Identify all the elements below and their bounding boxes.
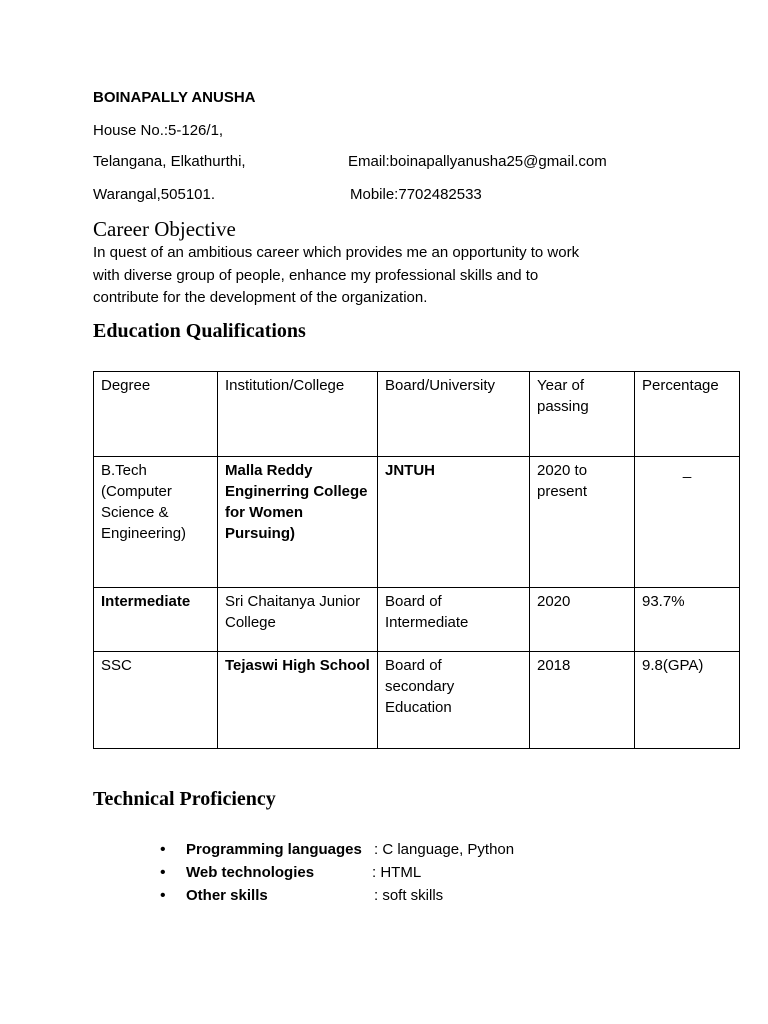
table-cell: JNTUH: [378, 457, 530, 588]
table-cell: 2020: [530, 588, 635, 652]
email-text: Email:boinapallyanusha25@gmail.com: [348, 153, 607, 170]
table-row: [94, 457, 740, 588]
table-cell: Board of secondary Education: [378, 652, 530, 749]
table-cell: _: [635, 457, 740, 588]
table-cell: Tejaswi High School: [218, 652, 378, 749]
table-cell: B.Tech (Computer Science & Engineering): [94, 457, 218, 588]
table-cell: Board of Intermediate: [378, 588, 530, 652]
mobile-text: Mobile:7702482533: [350, 186, 482, 203]
address-line-1: House No.:5-126/1,: [93, 122, 224, 139]
skill-label: Programming languages: [186, 841, 362, 858]
table-row: [94, 588, 740, 652]
table-row: [94, 652, 740, 749]
table-cell: Malla Reddy Enginerring College for Women Pursuing): [218, 457, 378, 588]
technical-proficiency-heading: Technical Proficiency: [93, 788, 276, 810]
applicant-name: BOINAPALLY ANUSHA: [93, 89, 256, 106]
career-objective-heading: Career Objective: [93, 217, 236, 241]
career-objective-text: In quest of an ambitious career which provides me an opportunity to work with diverse group of people, enhance my professional skills and to contribute for the development of the organization.: [93, 244, 580, 306]
address-line-2: Telangana, Elkathurthi,: [93, 153, 246, 170]
header-cell-year: Year of passing: [530, 372, 635, 457]
table-cell: 2018: [530, 652, 635, 749]
education-heading: Education Qualifications: [93, 320, 306, 342]
table-cell: Intermediate: [94, 588, 218, 652]
skill-value: : soft skills: [374, 887, 444, 904]
header-cell-institution: Institution/College: [218, 372, 378, 457]
skill-value: : C language, Python: [374, 841, 515, 858]
skill-value: : HTML: [372, 864, 422, 881]
table-cell: 93.7%: [635, 588, 740, 652]
skill-label: Web technologies: [186, 864, 315, 881]
table-cell: 9.8(GPA): [635, 652, 740, 749]
header-cell-percentage: Percentage: [635, 372, 740, 457]
education-table: [93, 371, 740, 749]
table-cell: SSC: [94, 652, 218, 749]
skill-label: Other skills: [186, 887, 268, 904]
table-header-row: [94, 372, 740, 457]
table-cell: Sri Chaitanya Junior College: [218, 588, 378, 652]
header-cell-board: Board/University: [378, 372, 530, 457]
table-cell: 2020 to present: [530, 457, 635, 588]
address-line-3: Warangal,505101.: [93, 186, 216, 203]
header-cell-degree: Degree: [94, 372, 218, 457]
